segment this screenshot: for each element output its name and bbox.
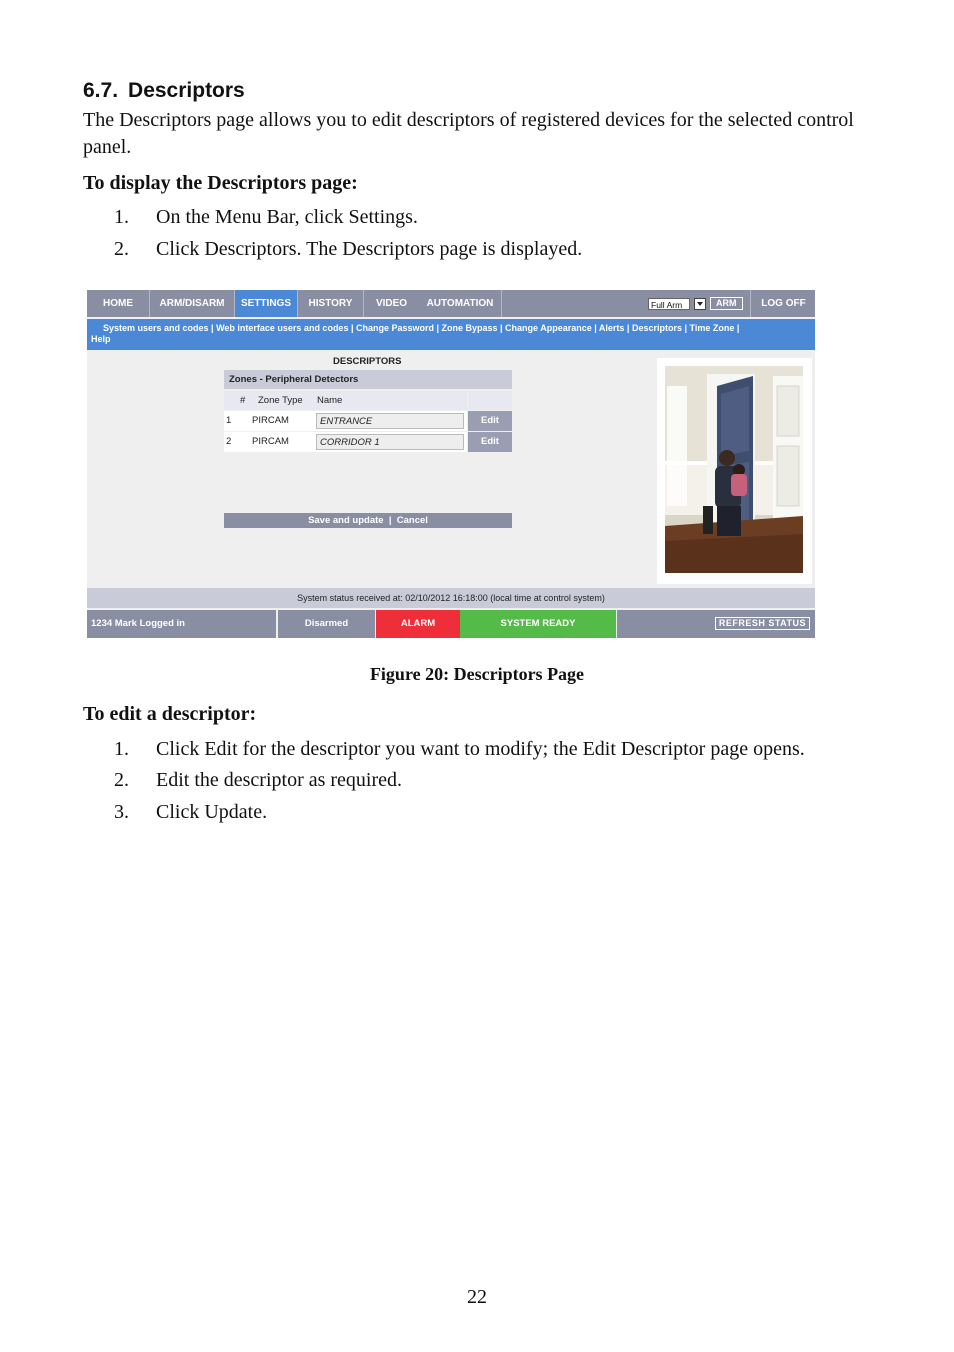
subnav-links[interactable]: System users and codes | Web interface users and codes | Change Password | Zone Bypass | Change Appearance | Alerts | Descriptors | Time Zone | [103,323,740,333]
column-headers [224,391,512,410]
step-text: Edit the descriptor as required. [156,769,403,791]
zone-header: Zones - Peripheral Detectors [224,370,512,389]
chevron-down-icon[interactable] [694,298,706,310]
logged-in-user: 1234 Mark Logged in [87,610,278,638]
step-number: 2. [114,238,129,260]
descriptors-title: DESCRIPTORS [333,356,402,367]
subnav-help-link[interactable]: Help [91,334,111,344]
edit-step-1 [114,738,805,761]
status-bar [87,610,815,638]
content-area [87,350,815,588]
table-row [224,432,512,452]
edit-heading: To edit a descriptor: [83,703,257,725]
col-zone-type: Zone Type [258,395,303,406]
row-zone-type: PIRCAM [252,415,289,426]
photo-frame [657,358,812,584]
arm-state-badge: Disarmed [278,610,376,638]
descriptor-name: CORRIDOR 1 [316,434,464,450]
figure-caption: Figure 20: Descriptors Page [369,664,585,684]
step-text: On the Menu Bar, click Settings. [156,206,418,228]
status-line: System status received at: 02/10/2012 16:18:00 (local time at control system) [87,588,815,608]
step-text: Click Edit for the descriptor you want to modify; the Edit Descriptor page opens. [156,738,805,760]
save-update-button[interactable]: Save and update [308,515,384,526]
col-name: Name [317,395,343,406]
save-bar [224,513,512,528]
edit-step-2 [114,769,402,792]
tab-settings[interactable]: SETTINGS [235,290,298,317]
row-num: 2 [226,436,232,447]
system-ready-badge: SYSTEM READY [460,610,617,638]
edit-button[interactable]: Edit [468,411,512,431]
arm-mode-select[interactable]: Full Arm [648,298,690,310]
step-text: Click Descriptors. The Descriptors page is displayed. [156,238,583,260]
arm-button[interactable]: ARM [710,297,743,310]
separator: | [386,515,395,526]
section-title: Descriptors [128,79,245,102]
tab-history[interactable]: HISTORY [298,290,364,317]
settings-subnav[interactable] [87,319,815,350]
tab-home[interactable]: HOME [87,290,150,317]
section-heading [83,79,245,103]
step-number: 1. [114,206,129,228]
cancel-button[interactable]: Cancel [396,515,428,526]
tab-video[interactable]: VIDEO [375,298,408,309]
display-step-2 [114,238,582,261]
arm-controls [648,297,743,310]
family-door-photo [665,366,803,573]
tab-automation[interactable]: AUTOMATION [419,290,502,317]
header-bg [468,391,512,410]
step-number: 1. [114,738,129,760]
step-text: Click Update. [156,801,268,823]
display-step-1 [114,206,418,229]
intro-paragraph: The Descriptors page allows you to edit descriptors of registered devices for the selected control panel. [83,109,854,158]
row-zone-type: PIRCAM [252,436,289,447]
logoff-button[interactable]: LOG OFF [750,290,816,317]
refresh-status-button[interactable]: REFRESH STATUS [715,617,810,630]
alarm-badge: ALARM [376,610,460,638]
descriptors-screenshot [87,290,815,638]
step-number: 2. [114,769,129,791]
section-number: 6.7. [83,79,119,102]
step-number: 3. [114,801,129,823]
table-row [224,411,512,431]
tab-arm-disarm[interactable]: ARM/DISARM [150,290,235,317]
descriptor-name: ENTRANCE [316,413,464,429]
display-heading: To display the Descriptors page: [83,172,358,194]
col-num: # [240,395,246,406]
edit-step-3 [114,801,267,824]
page-number: 22 [467,1286,487,1308]
refresh-area [617,610,815,638]
edit-button[interactable]: Edit [468,432,512,452]
row-num: 1 [226,415,232,426]
